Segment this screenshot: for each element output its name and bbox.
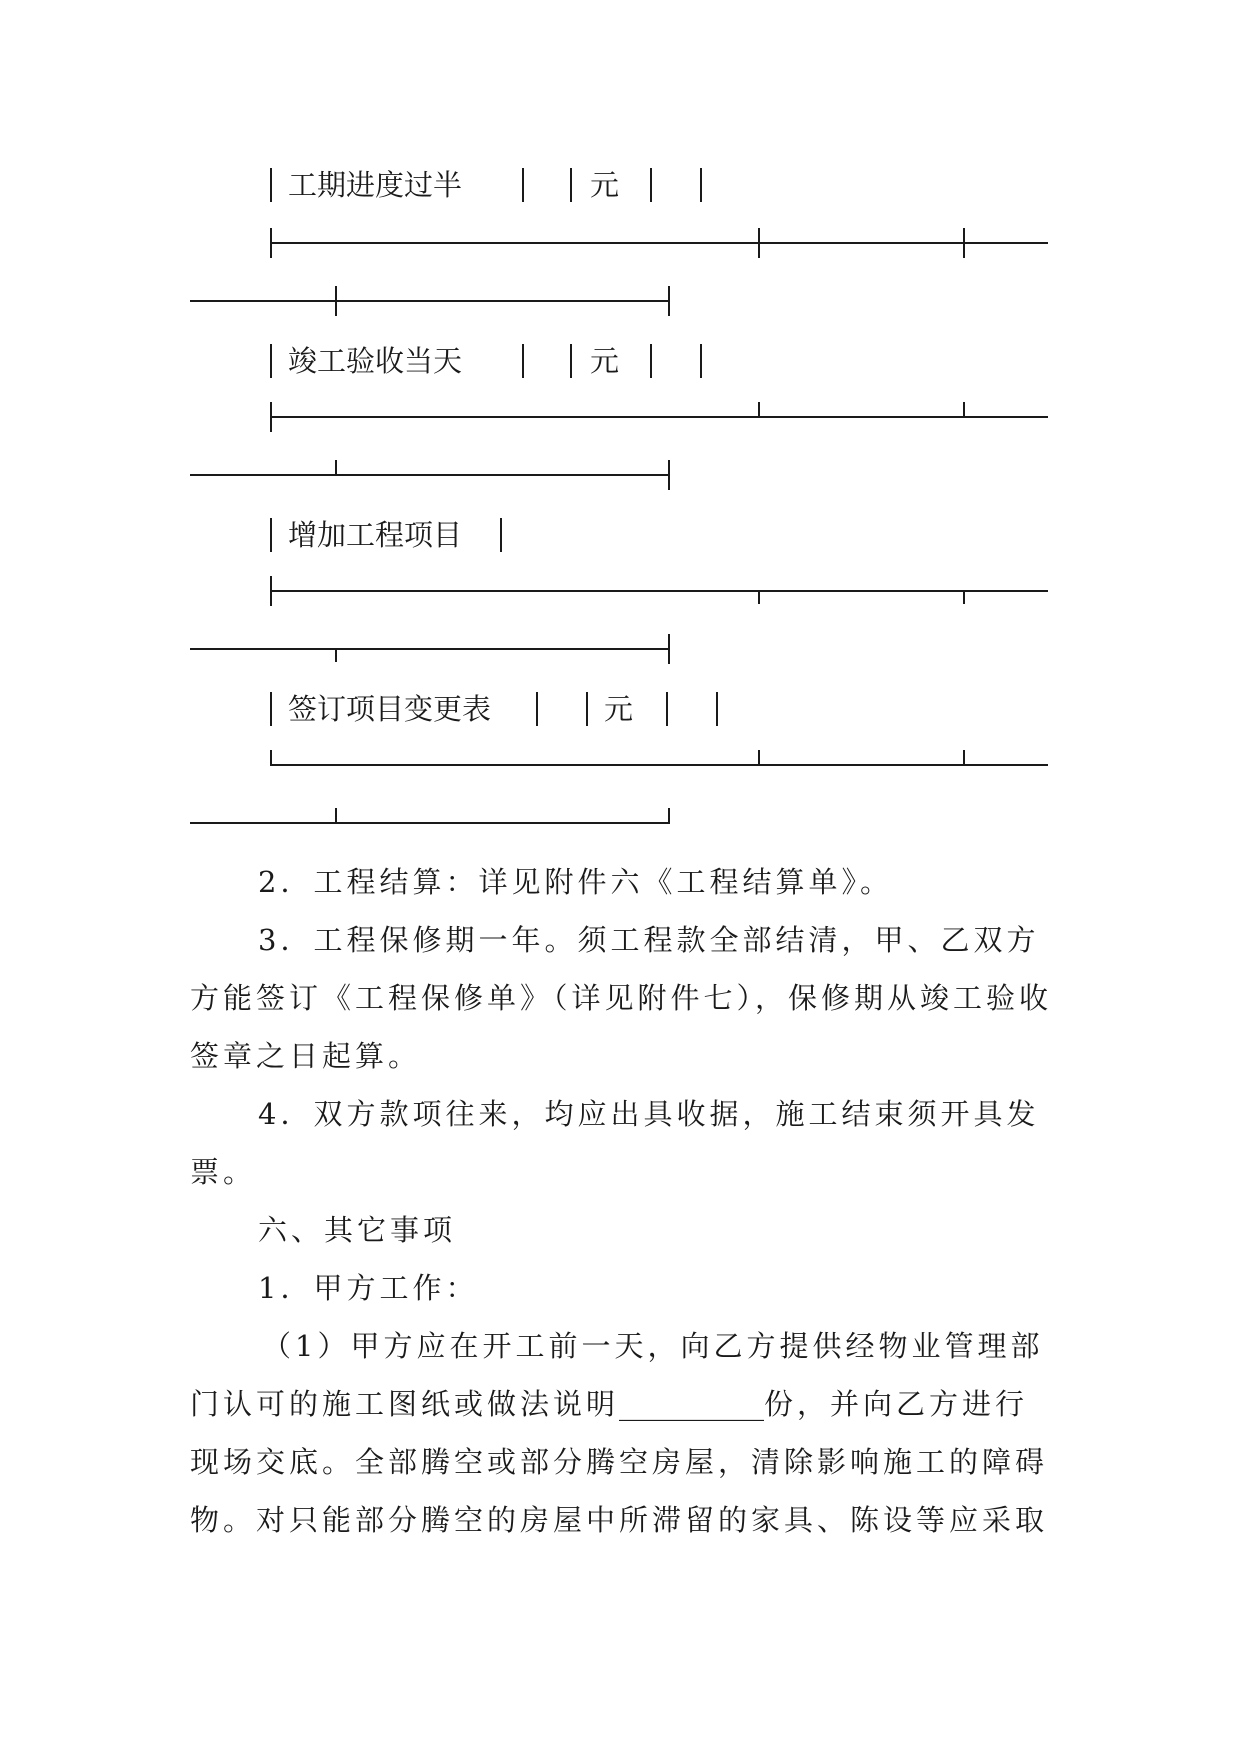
table-border (758, 750, 760, 766)
paragraph-warranty-cont: 方能签订《工程保修单》（详见附件七），保修期从竣工验收 (190, 981, 1053, 1015)
table-border (700, 168, 702, 202)
table-border (270, 518, 272, 552)
table-border (335, 286, 337, 316)
section-heading: 六、其它事项 (258, 1213, 457, 1247)
paragraph-payments-cont: 票。 (190, 1155, 257, 1189)
table-border (522, 344, 524, 378)
subsection-heading: 1．甲方工作： (258, 1271, 479, 1305)
clause-text-part: 份，并向乙方进行 (764, 1387, 1029, 1421)
clause-text-cont (190, 1384, 1028, 1424)
table-border (570, 168, 572, 202)
table-rule (270, 764, 1048, 766)
table-border (500, 518, 502, 552)
table-border (650, 168, 652, 202)
table-rule (190, 822, 670, 824)
table-border (335, 460, 337, 476)
table-row-item: 签订项目变更表 (288, 692, 492, 726)
table-row-item: 竣工验收当天 (288, 344, 463, 378)
table-border (963, 402, 965, 418)
table-row-currency: 元 (590, 168, 620, 202)
table-border (668, 460, 670, 490)
table-border (522, 168, 524, 202)
table-border (716, 692, 718, 726)
clause-text-cont: 现场交底。全部腾空或部分腾空房屋，清除影响施工的障碍 (190, 1445, 1049, 1479)
table-border (963, 750, 965, 766)
table-border (270, 168, 272, 202)
table-border (668, 634, 670, 664)
table-border (666, 692, 668, 726)
table-border (650, 344, 652, 378)
table-border (668, 808, 670, 824)
paragraph-warranty: 3．工程保修期一年。须工程款全部结清，甲、乙双方 (258, 923, 1040, 957)
table-row-item: 工期进度过半 (288, 168, 463, 202)
table-border (963, 590, 965, 604)
table-border (758, 228, 760, 258)
table-border (963, 228, 965, 258)
table-row-currency: 元 (604, 692, 634, 726)
table-border (668, 286, 670, 316)
table-rule (190, 300, 670, 302)
table-row-currency: 元 (590, 344, 620, 378)
table-border (335, 648, 337, 662)
table-rule (190, 648, 670, 650)
table-rule (190, 474, 670, 476)
clause-text-part: 门认可的施工图纸或做法说明 (190, 1387, 620, 1421)
table-border (586, 692, 588, 726)
table-border (536, 692, 538, 726)
table-rule (270, 590, 1048, 592)
paragraph-settlement: 2．工程结算：详见附件六《工程结算单》。 (258, 865, 893, 899)
fill-in-blank: __________ (619, 1387, 765, 1421)
table-border (270, 344, 272, 378)
table-border (335, 808, 337, 824)
table-rule (270, 242, 1048, 244)
table-rule (270, 416, 1048, 418)
table-border (570, 344, 572, 378)
table-border (700, 344, 702, 378)
clause-text-cont: 物。对只能部分腾空的房屋中所滞留的家具、陈设等应采取 (190, 1503, 1049, 1537)
table-border (270, 692, 272, 726)
table-border (758, 402, 760, 418)
paragraph-payments: 4．双方款项往来，均应出具收据，施工结束须开具发 (258, 1097, 1040, 1131)
table-border (758, 590, 760, 604)
paragraph-warranty-cont: 签章之日起算。 (190, 1039, 422, 1073)
clause-text: （1）甲方应在开工前一天，向乙方提供经物业管理部 (262, 1329, 1044, 1363)
table-row-item: 增加工程项目 (288, 518, 463, 552)
